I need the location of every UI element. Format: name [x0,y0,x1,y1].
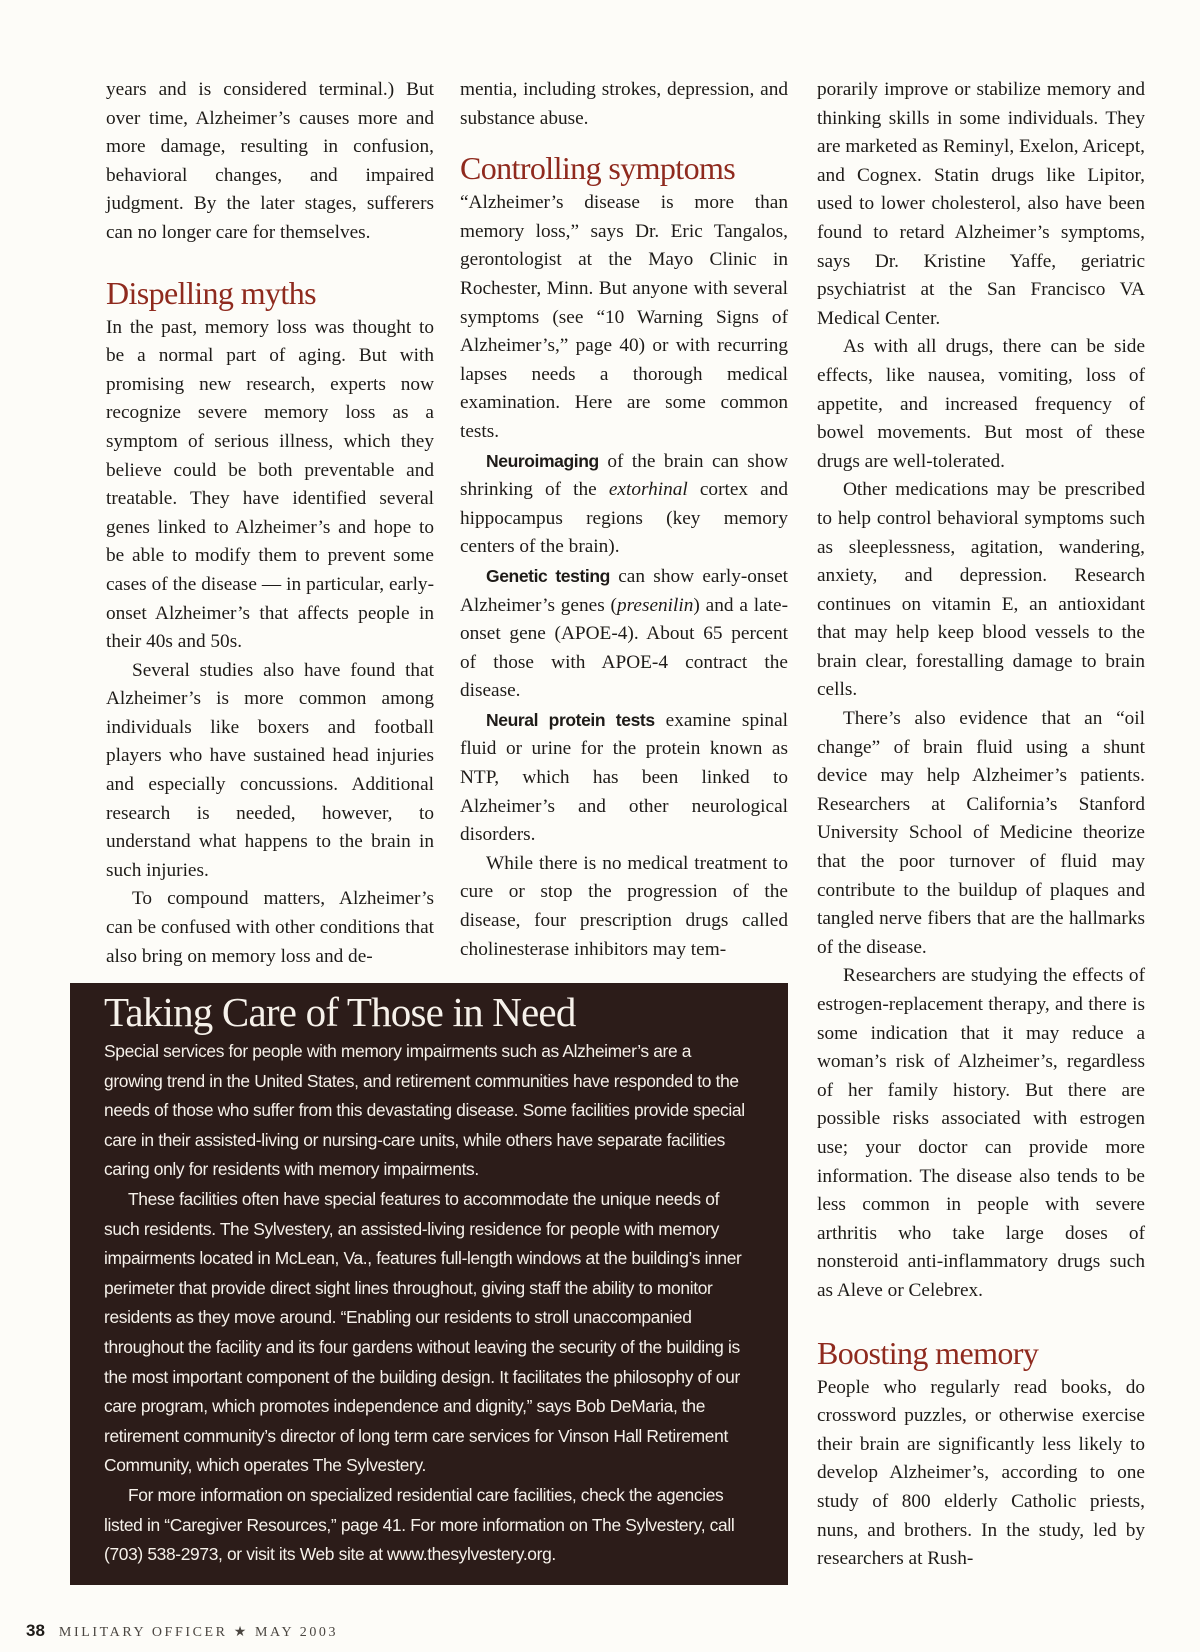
page-number: 38 [26,1621,45,1640]
body-paragraph: porarily improve or stabilize memory and thinking skills in some individuals. They are marketed as Reminyl, Exelon, Aricept, and Cognex. Statin drugs like Lipitor, used to lower cholesterol, also have been found to retard Alzheimer’s symptoms, says Dr. Kristine Yaffe, geriatric psychiatrist at the San Francisco VA Medical Center. [817,79,1145,329]
sidebar-paragraph: For more information on specialized residential care facilities, check the agencies listed in “Caregiver Resources,” page 41. For more information on The Sylvestery, call (703) 538-2973, or visit its Web site at www.thesylvestery.org. [104,1484,735,1565]
body-paragraph: Other medications may be prescribed to help control behavioral symptoms such as sleeplessness, agitation, wandering, anxiety, and depression. Research continues on vitamin E, an antioxidant that may help keep blood vessels to the brain clear, forestalling damage to brain cells. [817,479,1145,701]
body-paragraph: While there is no medical treatment to cure or stop the progression of the disease, four prescription drugs called cholinesterase inhibitors may tem- [460,852,788,960]
sidebar-box [70,983,788,1585]
body-paragraph: In the past, memory loss was thought to be a normal part of aging. But with promising new research, experts now recognize severe memory loss as a symptom of serious illness, which they believe could be both preventable and treatable. They have identified several genes linked to Alzheimer’s and hope to be able to modify them to prevent some cases of the disease — in particular, early-onset Alzheimer’s that affects people in their 40s and 50s. [106,316,434,653]
run-in-heading: Genetic testing [486,565,610,586]
body-paragraph: Neural protein tests examine spinal fluid or urine for the protein known as NTP, which has been linked to Alzheimer’s and other neurological disorders. [460,709,788,846]
body-paragraph: years and is considered terminal.) But over time, Alzheimer’s causes more and more damage, resulting in confusion, behavioral changes, and impaired judgment. By the later stages, sufferers can no longer care for themselves. [106,79,434,243]
sidebar-paragraph: These facilities often have special features to accommodate the unique needs of such residents. The Sylvestery, an assisted-living residence for people with memory impairments located in McLean, Va., features full-length windows at the building’s inner perimeter that provide direct sight lines throughout, giving staff the ability to monitor residents as they move around. “Enabling our residents to stroll unaccompanied throughout the facility and its four gardens without leaving the security of the building is the most important component of the building design. It facilitates the philosophy of our care program, which promotes independence and dignity,” says Bob DeMaria, the retirement community’s director of long term care services for Vinson Hall Retirement Community, which operates The Sylvestery. [104,1188,742,1476]
page-footer [26,1621,338,1641]
body-paragraph: People who regularly read books, do crossword puzzles, or otherwise exercise their brain are significantly less likely to develop Alzheimer’s, according to one study of 800 elderly Catholic priests, nuns, and brothers. In the study, led by researchers at Rush- [817,1376,1145,1570]
body-paragraph: To compound matters, Alzheimer’s can be confused with other conditions that also bring on memory loss and de- [106,888,434,967]
sidebar-title: Taking Care of Those in Need [104,989,576,1035]
article-column-3 [817,76,1145,1574]
body-paragraph: As with all drugs, there can be side effects, like nausea, vomiting, loss of appetite, and increased frequency of bowel movements. But most of these drugs are well-tolerated. [817,336,1145,472]
body-paragraph: Genetic testing can show early-onset Alzheimer’s genes (presenilin) and a late-onset gene (APOE-4). About 65 percent of those with APOE-4 contract the disease. [460,565,788,702]
section-heading-boosting-memory: Boosting memory [817,1334,1039,1371]
section-heading-controlling-symptoms: Controlling symptoms [460,150,736,187]
body-paragraph: mentia, including strokes, depression, and substance abuse. [460,79,788,129]
body-paragraph: “Alzheimer’s disease is more than memory loss,” says Dr. Eric Tangalos, gerontologist at the Mayo Clinic in Rochester, Minn. But anyone with several symptoms (see “10 Warning Signs of Alzheimer’s,” page 40) or with recurring lapses needs a thorough medical examination. Here are some common tests. [460,192,788,442]
sidebar-paragraph: Special services for people with memory impairments such as Alzheimer’s are a growing trend in the United States, and retirement communities have responded to the needs of those who suffer from this devastating disease. Some facilities provide special care in their assisted-living or nursing-care units, while others have separate facilities caring only for residents with memory impairments. [104,1041,745,1180]
body-paragraph: There’s also evidence that an “oil change” of brain fluid using a shunt device may help Alzheimer’s patients. Researchers at California’s Stanford University School of Medicine theorize that the poor turnover of fluid may contribute to the buildup of plaques and tangled nerve fibers that are the hallmarks of the disease. [817,708,1145,958]
run-in-heading: Neuroimaging [486,450,599,471]
body-paragraph: Several studies also have found that Alzheimer’s is more common among individuals like boxers and football players who have sustained head injuries and especially concussions. Additional research is needed, however, to understand what happens to the brain in such injuries. [106,659,434,881]
body-paragraph: Neuroimaging of the brain can show shrinking of the extorhinal cortex and hippocampus regions (key memory centers of the brain). [460,450,789,558]
run-in-heading: Neural protein tests [486,709,655,730]
article-column-1 [106,76,434,971]
section-heading-dispelling-myths: Dispelling myths [106,274,316,311]
body-paragraph: Researchers are studying the effects of estrogen-replacement therapy, and there is some indication that it may reduce a woman’s risk of Alzheimer’s, regardless of her family history. But there are possible risks associated with estrogen use; your doctor can provide more information. The disease also tends to be less common in people with severe arthritis who take large doses of nonsteroid anti-inflammatory drugs such as Aleve or Celebrex. [817,965,1145,1301]
publication-line: MILITARY OFFICER ★ MAY 2003 [58,1625,339,1640]
article-column-2 [460,76,788,964]
